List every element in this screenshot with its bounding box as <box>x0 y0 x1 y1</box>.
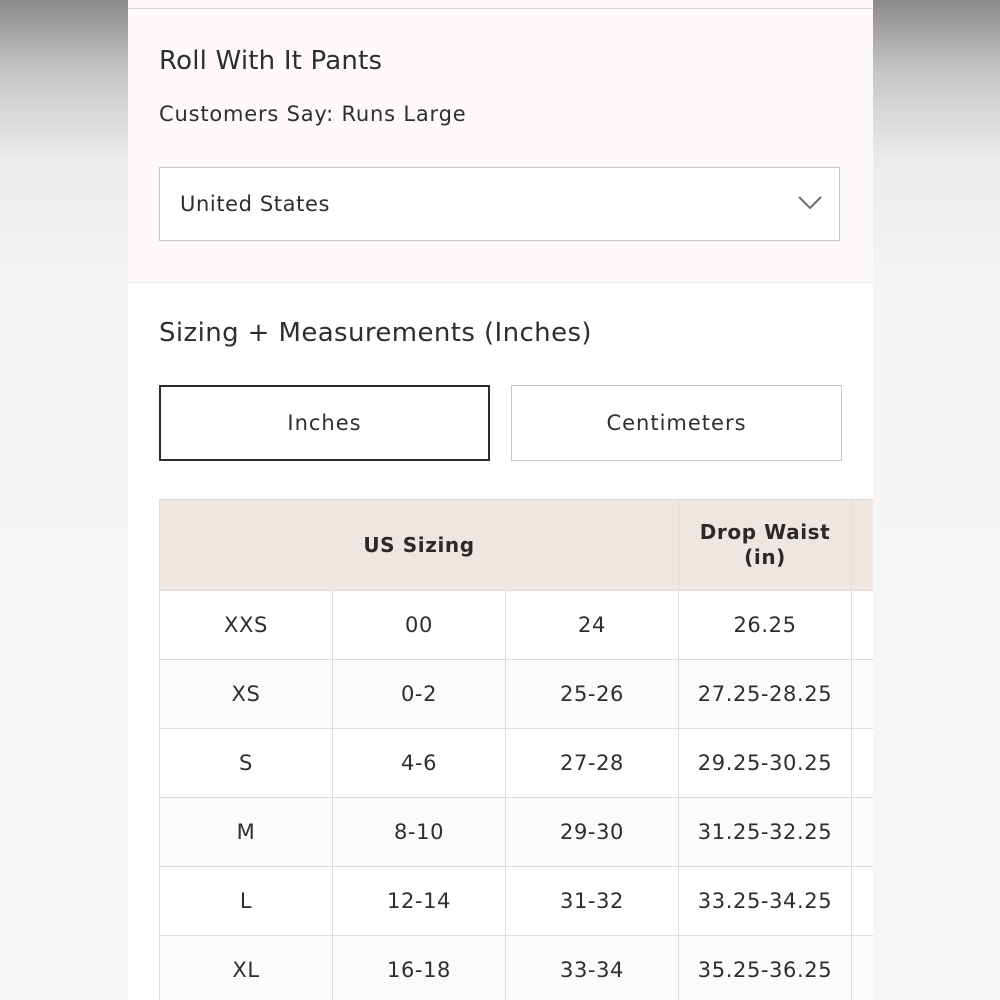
size-label-cell: L <box>160 867 333 936</box>
waist-size-cell: 24 <box>506 591 679 660</box>
drop-waist-cell: 35.25-36.25 <box>679 936 852 1000</box>
next-column-cell <box>852 660 873 729</box>
size-label-cell: XS <box>160 660 333 729</box>
size-guide-panel <box>128 0 873 1000</box>
fit-note: Customers Say: Runs Large <box>159 102 467 126</box>
size-chart-table <box>159 499 873 1000</box>
next-column-cell <box>852 867 873 936</box>
next-column-cell <box>852 936 873 1000</box>
drop-waist-cell: 27.25-28.25 <box>679 660 852 729</box>
drop-waist-cell: 33.25-34.25 <box>679 867 852 936</box>
size-label-cell: S <box>160 729 333 798</box>
next-column-header <box>852 500 873 591</box>
drop-waist-header-line2: (in) <box>744 545 786 569</box>
table-row <box>160 729 874 798</box>
table-row <box>160 798 874 867</box>
us-size-cell: 12-14 <box>333 867 506 936</box>
next-column-cell <box>852 729 873 798</box>
us-size-cell: 00 <box>333 591 506 660</box>
us-size-cell: 4-6 <box>333 729 506 798</box>
country-select[interactable] <box>159 167 840 241</box>
us-size-cell: 16-18 <box>333 936 506 1000</box>
us-sizing-header: US Sizing <box>160 500 679 591</box>
size-label-cell: XL <box>160 936 333 1000</box>
table-row <box>160 867 874 936</box>
table-header-row <box>160 500 874 591</box>
table-row <box>160 660 874 729</box>
drop-waist-cell: 29.25-30.25 <box>679 729 852 798</box>
country-select-value: United States <box>180 192 331 216</box>
drop-waist-header-line1: Drop Waist <box>699 520 831 544</box>
drop-waist-cell: 31.25-32.25 <box>679 798 852 867</box>
table-row <box>160 591 874 660</box>
top-divider <box>128 8 873 9</box>
backdrop-left <box>0 0 128 1000</box>
size-label-cell: M <box>160 798 333 867</box>
centimeters-tab[interactable]: Centimeters <box>511 385 842 461</box>
next-column-cell <box>852 798 873 867</box>
us-size-cell: 8-10 <box>333 798 506 867</box>
drop-waist-cell: 26.25 <box>679 591 852 660</box>
sizing-heading: Sizing + Measurements (Inches) <box>159 318 592 348</box>
backdrop-right <box>873 0 1000 1000</box>
waist-size-cell: 31-32 <box>506 867 679 936</box>
product-summary-section <box>128 0 873 283</box>
next-column-cell <box>852 591 873 660</box>
us-size-cell: 0-2 <box>333 660 506 729</box>
waist-size-cell: 33-34 <box>506 936 679 1000</box>
size-label-cell: XXS <box>160 591 333 660</box>
drop-waist-header <box>679 500 852 591</box>
waist-size-cell: 27-28 <box>506 729 679 798</box>
chevron-down-icon <box>797 194 823 212</box>
waist-size-cell: 25-26 <box>506 660 679 729</box>
product-title: Roll With It Pants <box>159 46 383 76</box>
inches-tab[interactable]: Inches <box>159 385 490 461</box>
table-row <box>160 936 874 1000</box>
waist-size-cell: 29-30 <box>506 798 679 867</box>
